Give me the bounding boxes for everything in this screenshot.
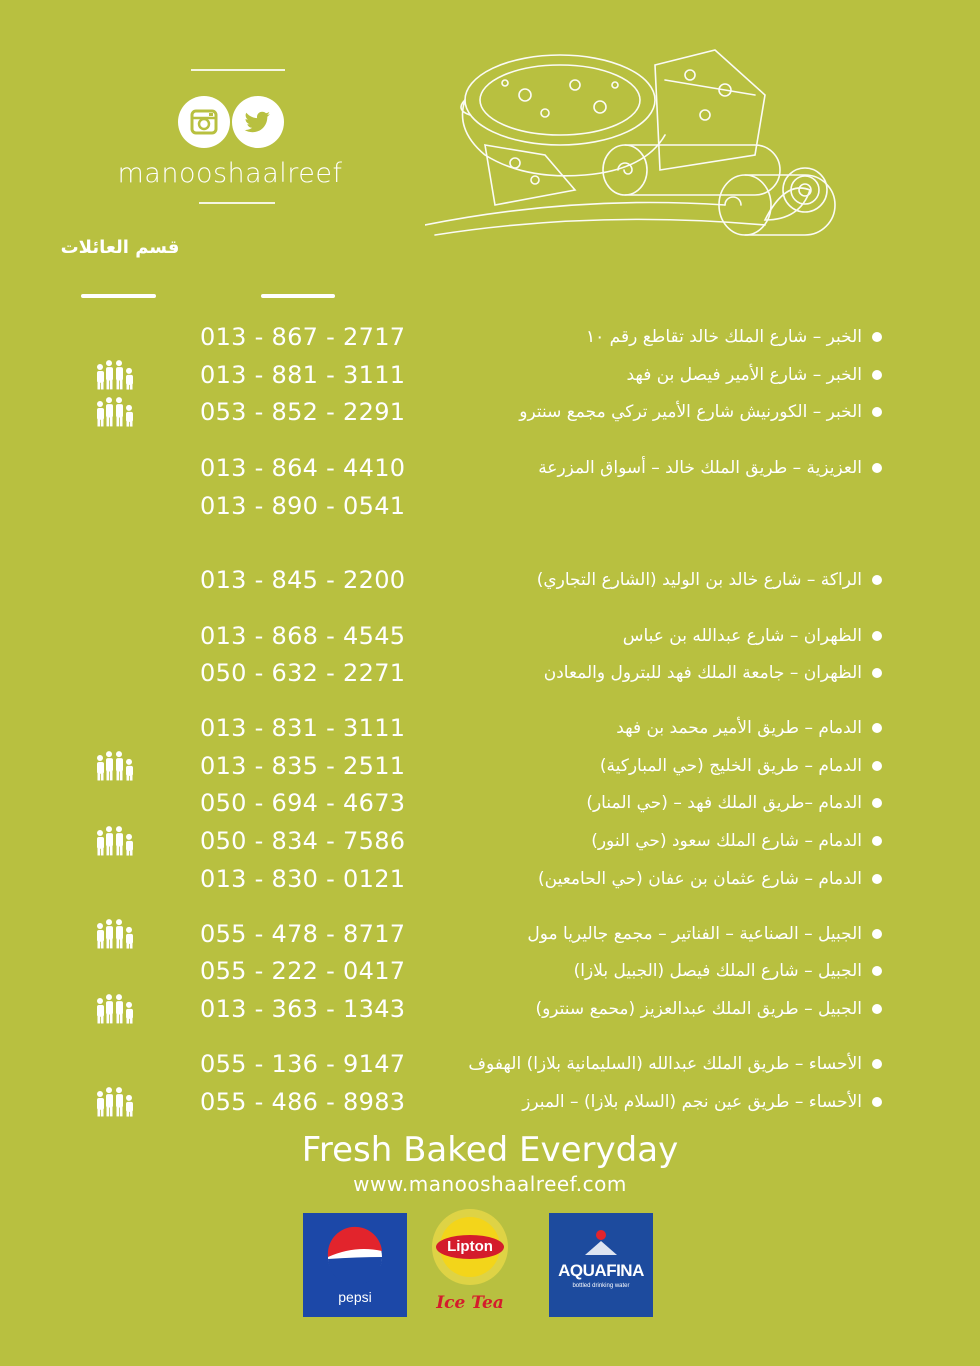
branch-address: الدمام – شارع عثمان بن عفان (حي الحامعين) [538,869,862,889]
bullet-icon [872,723,882,733]
branch-phone[interactable]: 013 - 864 - 4410 [200,454,406,482]
branch-row [0,654,980,692]
social-handle[interactable]: manooshaalreef [117,158,343,189]
branch-phone[interactable]: 053 - 852 - 2291 [200,398,406,426]
phone-column-underline [261,294,335,298]
branch-phone[interactable]: 013 - 890 - 0541 [200,492,406,520]
branch-address: الجبيل – طريق الملك عبدالعزيز (محمع سنترو) [535,999,862,1019]
branch-row [0,356,980,394]
branch-phone[interactable]: 013 - 868 - 4545 [200,622,406,650]
aquafina-logo [549,1213,653,1317]
branch-address: الخبر – شارع الأمير فيصل بن فهد [626,365,862,385]
family-section-label: قسم العائلات [60,237,180,258]
branch-phone[interactable]: 013 - 881 - 3111 [200,361,406,389]
branch-row [0,617,980,655]
branch-phone[interactable]: 055 - 478 - 8717 [200,920,406,948]
branch-row [0,822,980,860]
twitter-icon[interactable] [232,96,284,148]
aquafina-subtitle: bottled drinking water [572,1283,630,1289]
family-icon [93,919,135,953]
handle-divider [199,202,275,204]
branch-phone[interactable]: 050 - 632 - 2271 [200,659,406,687]
bullet-icon [872,668,882,678]
branch-phone[interactable]: 013 - 845 - 2200 [200,566,406,594]
branch-address: الظهران – جامعة الملك فهد للبترول والمعادن [543,663,862,683]
bullet-icon [872,836,882,846]
branch-row [0,318,980,356]
branch-address: الجبيل – الصناعية – الفناتير – مجمع جاليريا مول [527,924,862,944]
top-divider [191,69,285,71]
website-link[interactable]: www.manooshaalreef.com [353,1172,627,1196]
branch-row [0,747,980,785]
bullet-icon [872,761,882,771]
pepsi-wordmark: pepsi [338,1289,372,1305]
branch-address: الخبر – شارع الملك خالد تقاطع رقم ١٠ [586,327,862,347]
branch-row [0,393,980,431]
family-icon [93,360,135,394]
branch-address: الدمام – طريق الأمير محمد بن فهد [616,718,862,738]
family-icon [93,826,135,860]
branch-address: الأحساء – طريق عين نجم (السلام بلازا) – المبرز [522,1092,862,1112]
family-icon [93,397,135,431]
bullet-icon [872,798,882,808]
family-icon [93,994,135,1028]
family-column-underline [81,294,156,298]
branch-phone[interactable]: 055 - 136 - 9147 [200,1050,406,1078]
branch-address: الأحساء – طريق الملك عبدالله (السليمانية بلازا) الهفوف [468,1054,862,1074]
branch-address: الراكة – شارع خالد بن الوليد (الشارع التجاري) [536,570,862,590]
branch-row [0,915,980,953]
bullet-icon [872,966,882,976]
branch-row [0,952,980,990]
branch-row [0,990,980,1028]
branch-row [0,487,980,525]
branch-address: الجبيل – شارع الملك فيصل (الجبيل بلازا) [573,961,862,981]
branch-address: الخبر – الكورنيش شارع الأمير تركي مجمع سنترو [519,402,862,422]
branch-phone[interactable]: 013 - 835 - 2511 [200,752,406,780]
family-icon [93,751,135,785]
bullet-icon [872,929,882,939]
family-icon [93,1087,135,1121]
branch-phone[interactable]: 013 - 830 - 0121 [200,865,406,893]
bullet-icon [872,1059,882,1069]
branch-row [0,709,980,747]
bullet-icon [872,1097,882,1107]
bullet-icon [872,1004,882,1014]
bullet-icon [872,407,882,417]
bullet-icon [872,874,882,884]
branch-row [0,449,980,487]
branch-row [0,1083,980,1121]
bullet-icon [872,332,882,342]
pepsi-logo [303,1213,407,1317]
branch-phone[interactable]: 013 - 831 - 3111 [200,714,406,742]
branch-address: الدمام – شارع الملك سعود (حي النور) [591,831,862,851]
branch-phone[interactable]: 013 - 363 - 1343 [200,995,406,1023]
branch-address: الدمام – طريق الخليج (حي المباركية) [599,756,862,776]
lipton-wordmark: Lipton [447,1238,493,1255]
branch-row [0,860,980,898]
branch-phone[interactable]: 050 - 694 - 4673 [200,789,406,817]
branch-address: الدمام –طريق الملك فهد – (حي المنار) [586,793,862,813]
branch-phone[interactable]: 050 - 834 - 7586 [200,827,406,855]
branch-address: الظهران – شارع عبدالله بن عباس [622,626,862,646]
bullet-icon [872,575,882,585]
lipton-subtitle: Ice Tea [436,1293,504,1313]
food-sketch-illustration [425,45,860,245]
bullet-icon [872,370,882,380]
bullet-icon [872,631,882,641]
branch-phone[interactable]: 013 - 867 - 2717 [200,323,406,351]
aquafina-wordmark: AQUAFINA [558,1261,644,1280]
slogan: Fresh Baked Everyday [301,1130,679,1170]
lipton-logo [428,1205,512,1323]
branch-row [0,1045,980,1083]
branch-row [0,561,980,599]
branch-address: العزيزية – طريق الملك خالد – أسواق المزرعة [538,458,862,478]
instagram-icon[interactable] [178,96,230,148]
branch-row [0,784,980,822]
bullet-icon [872,463,882,473]
branch-phone[interactable]: 055 - 222 - 0417 [200,957,406,985]
branch-phone[interactable]: 055 - 486 - 8983 [200,1088,406,1116]
